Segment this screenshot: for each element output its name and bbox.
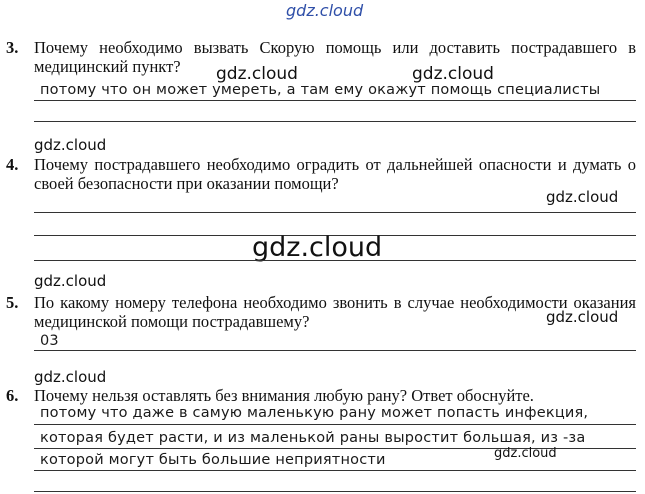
answer-line-text: 03 [40,333,59,349]
watermark: gdz.cloud [546,308,619,326]
question-5 [6,293,636,331]
watermark: gdz.cloud [34,272,107,290]
question-text: Почему пострадавшего необходимо оградить от дальнейшей опасности и думать о своей безопасности при оказании помощи? [34,155,636,193]
question-number: 5. [6,293,19,312]
question-6 [6,386,636,405]
answer-line [34,491,636,492]
question-text: Почему необходимо вызвать Скорую помощь или доставить пострадавшего в медицинский пункт? [34,38,636,76]
question-number: 4. [6,155,19,174]
question-number: 6. [6,386,19,405]
question-text: Почему нельзя оставлять без внимания любую рану? Ответ обоснуйте. [34,386,534,405]
question-3 [6,38,636,76]
answer-line [34,260,636,261]
answer-line [34,212,636,213]
answer-line [34,424,636,425]
watermark: gdz.cloud [34,136,107,154]
answer-line-text: которая будет расти, и из маленькой раны выростит большая, из -за [40,430,586,446]
question-text: По какому номеру телефона необходимо звонить в случае необходимости оказания медицинской помощи пострадавшему? [34,293,636,331]
answer-line-text: потому что даже в самую маленькую рану может попасть инфекция, [40,405,589,421]
answer-line [34,470,636,471]
watermark-center: gdz.cloud [252,232,383,263]
answer-line-text: которой могут быть большие неприятности [40,452,386,468]
watermark: gdz.cloud [34,368,107,386]
question-4 [6,155,636,193]
watermark: gdz.cloud [412,64,494,84]
watermark-top: gdz.cloud [286,1,364,20]
answer-line [34,121,636,122]
watermark: gdz.cloud [216,64,298,84]
question-number: 3. [6,38,19,57]
answer-line-text: потому что он может умереть, а там ему окажут помощь специалисты [40,82,601,98]
watermark: gdz.cloud [546,188,619,206]
answer-line [34,350,636,351]
watermark: gdz.cloud [494,446,557,461]
answer-line [34,100,636,101]
